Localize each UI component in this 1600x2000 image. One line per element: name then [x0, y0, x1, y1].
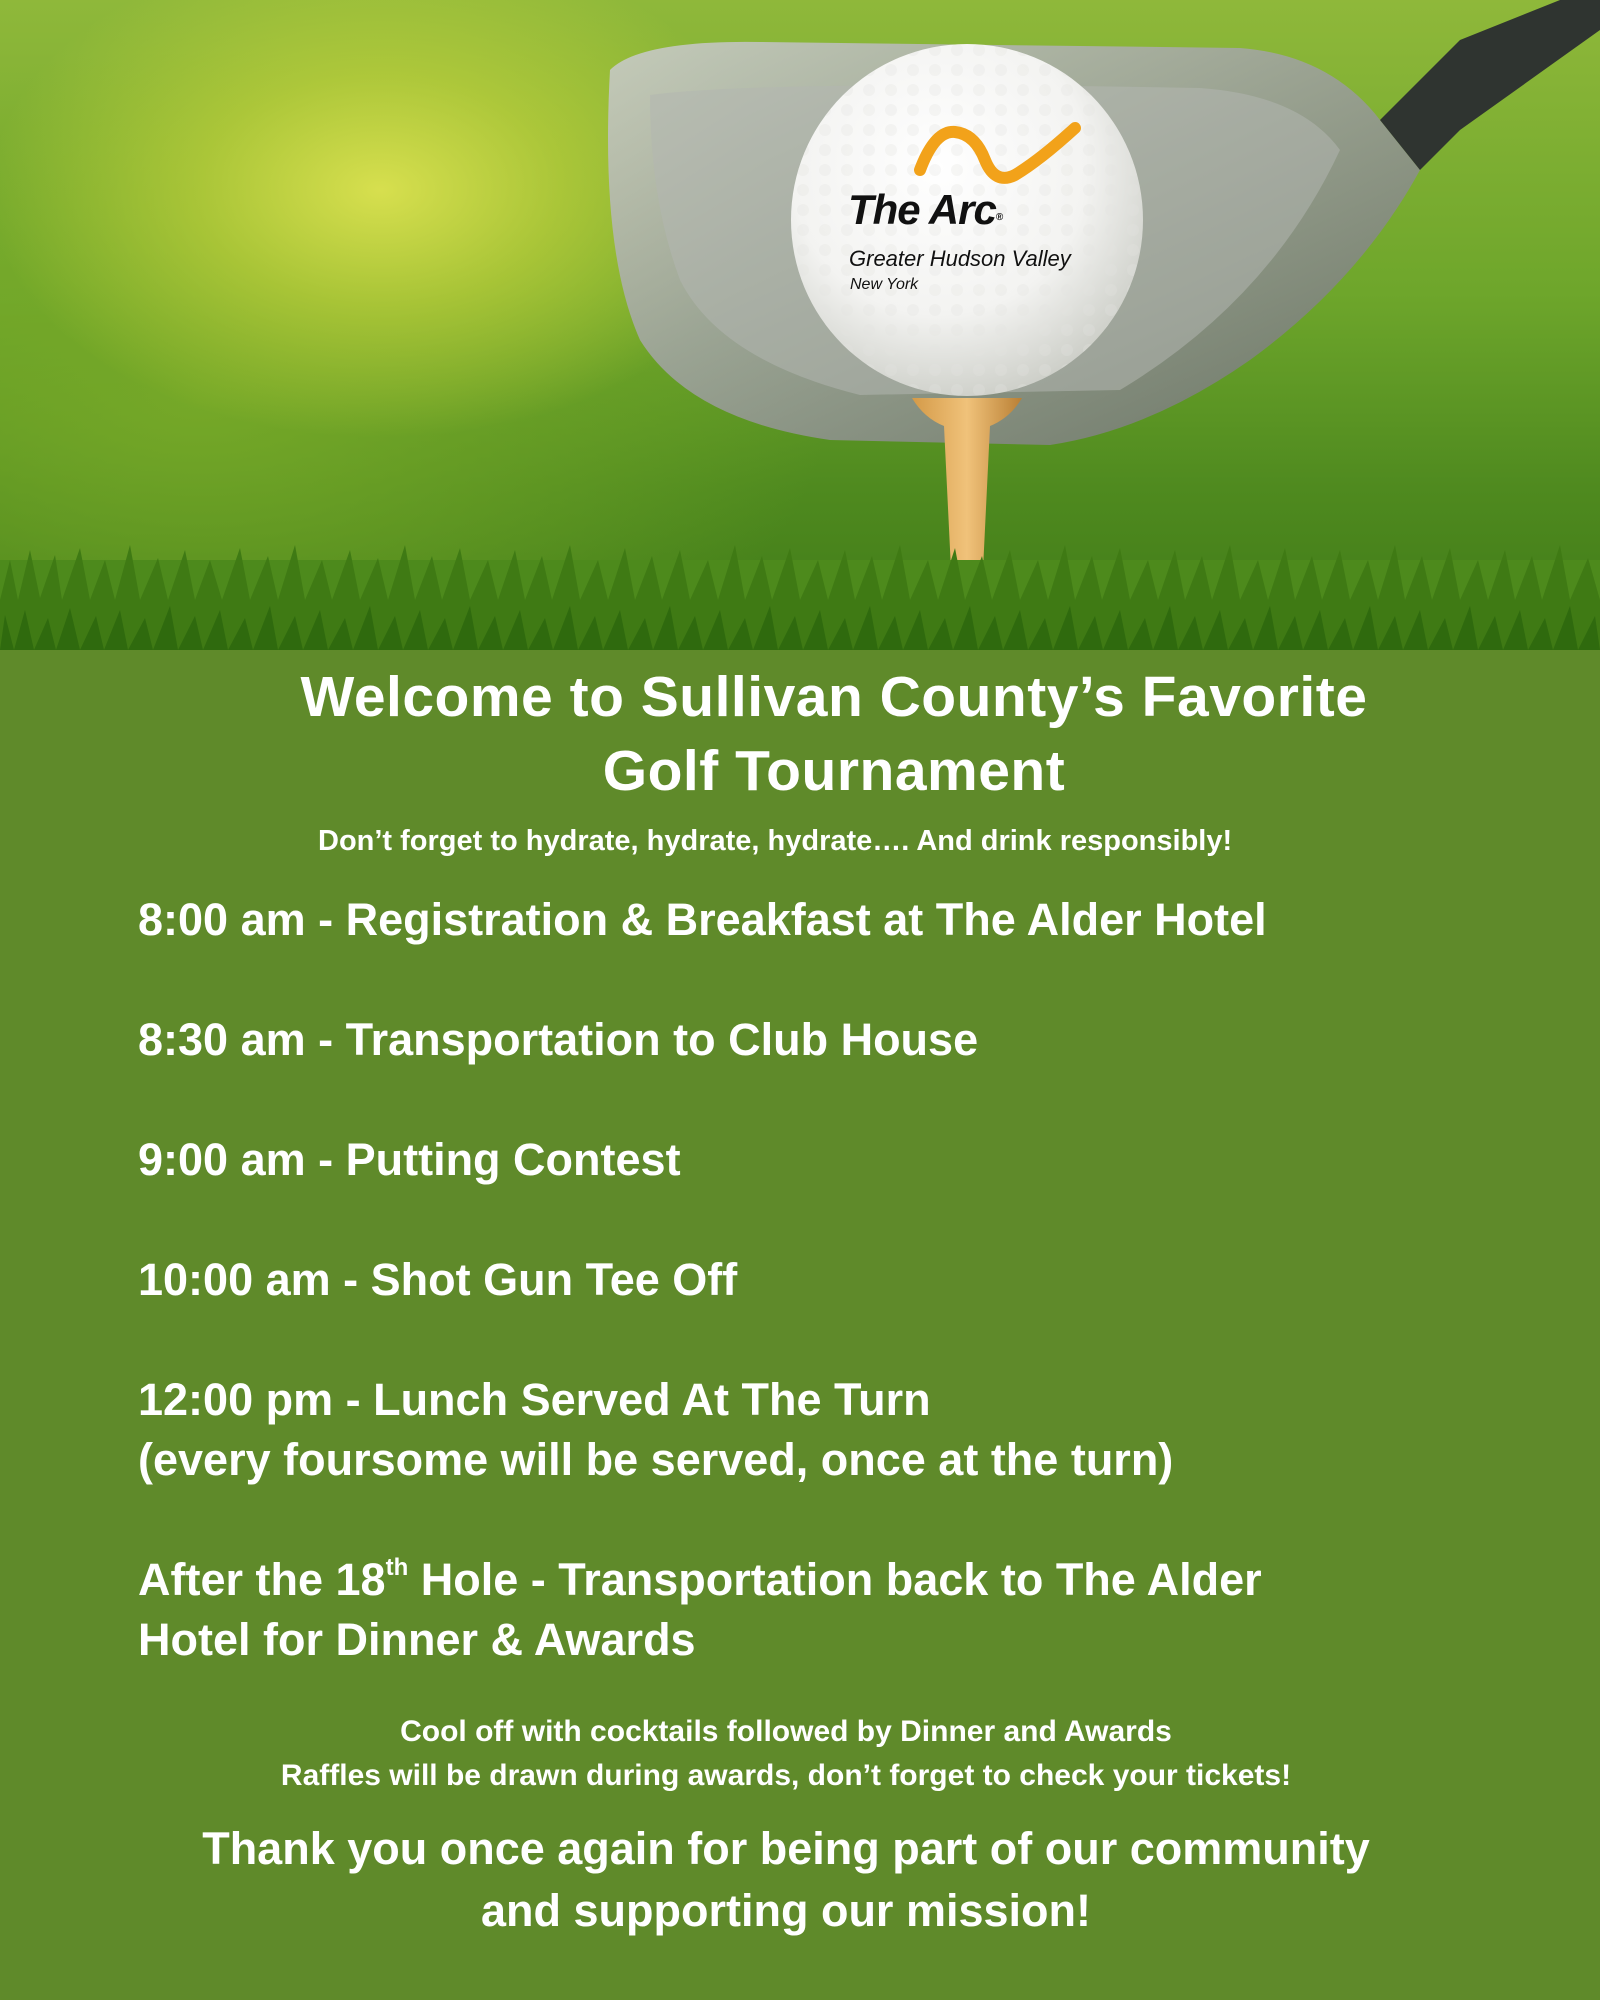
thank-you-line-1: Thank you once again for being part of our community — [202, 1823, 1370, 1874]
page-title-line-1: Welcome to Sullivan County’s Favorite — [300, 665, 1368, 729]
schedule-item-transportation: 8:30 am - Transportation to Club House — [138, 1014, 979, 1065]
schedule-item-after-18th-line2: Hotel for Dinner & Awards — [138, 1614, 696, 1665]
raffles-note: Raffles will be drawn during awards, don’t forget to check your tickets! — [280, 1759, 1292, 1792]
logo-region: Greater Hudson Valley — [849, 246, 1071, 271]
schedule-item-registration: 8:00 am - Registration & Breakfast at The Alder Hotel — [138, 894, 1267, 945]
schedule-item-tee-off: 10:00 am - Shot Gun Tee Off — [138, 1254, 738, 1305]
grass — [0, 545, 1600, 650]
schedule-item-after-18th: After the 18th Hole - Transportation back to The Alder — [138, 1554, 1262, 1605]
hero-photo — [0, 0, 1600, 650]
hydrate-reminder: Don’t forget to hydrate, hydrate, hydrate…. And drink responsibly! — [318, 825, 1233, 857]
schedule-item-lunch-note: (every foursome will be served, once at the turn) — [138, 1434, 1174, 1485]
logo-state: New York — [850, 276, 919, 293]
logo-title: The Arc® — [848, 186, 1003, 233]
page-title-line-2: Golf Tournament — [602, 739, 1066, 803]
golf-illustration — [0, 0, 1600, 650]
cocktails-note: Cool off with cocktails followed by Dinner and Awards — [400, 1715, 1172, 1748]
schedule-item-putting-contest: 9:00 am - Putting Contest — [138, 1134, 681, 1185]
schedule-item-lunch: 12:00 pm - Lunch Served At The Turn — [138, 1374, 931, 1425]
thank-you-line-2: and supporting our mission! — [481, 1885, 1091, 1936]
